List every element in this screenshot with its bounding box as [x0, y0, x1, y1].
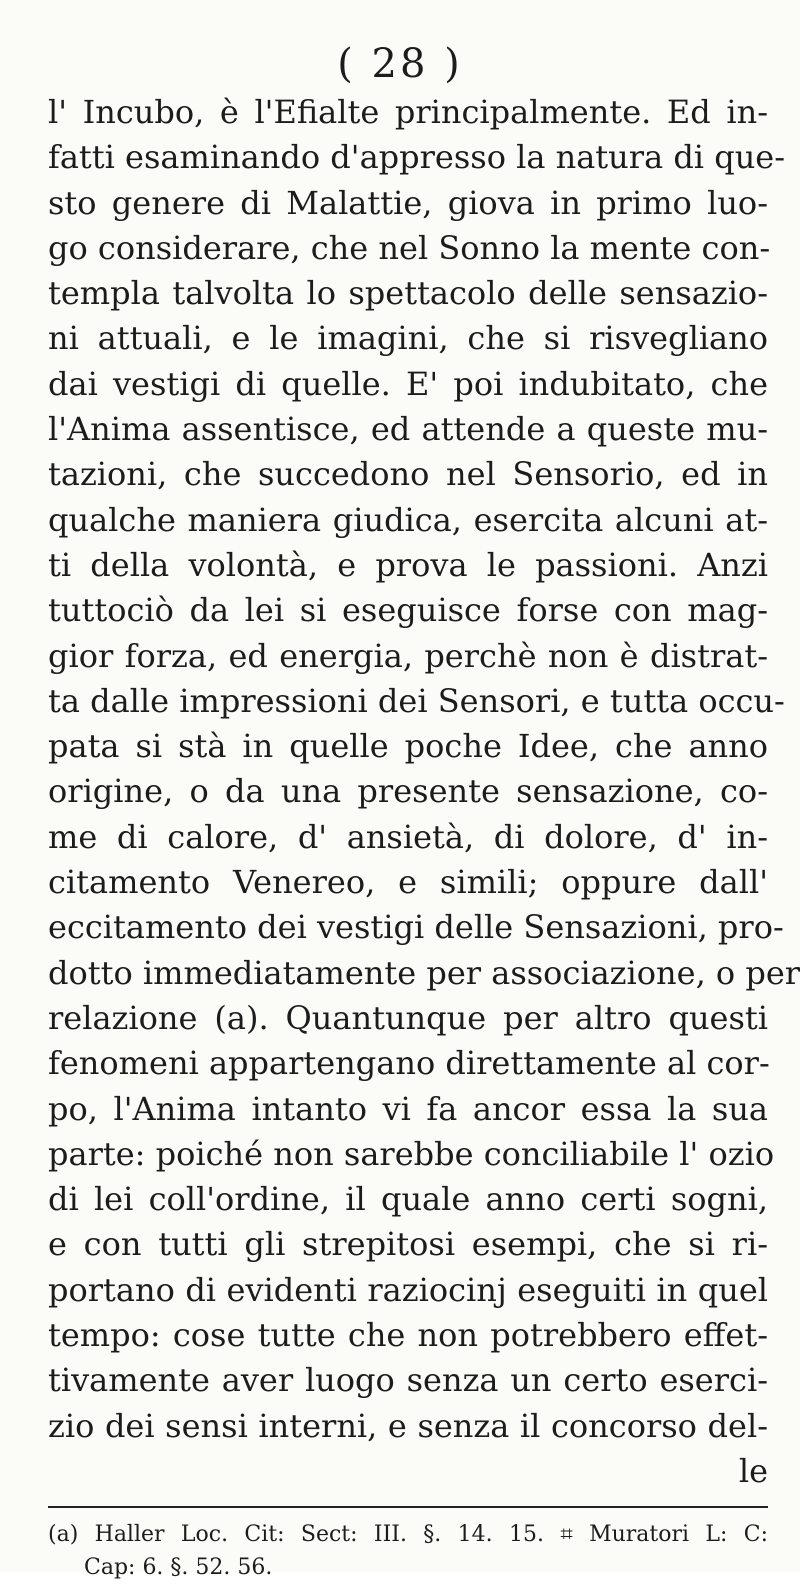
text-line: fatti esaminando d'appresso la natura di que-: [48, 138, 786, 177]
text-line: origine, o da una presente sensazione, co-: [48, 772, 768, 811]
text-line: qualche maniera giudica, esercita alcuni at-: [48, 500, 768, 539]
text-line: l'Anima assentisce, ed attende a queste mu-: [48, 410, 768, 449]
text-line: fenomeni appartengano direttamente al cor-: [48, 1044, 770, 1083]
text-line: sto genere di Malattie, giova in primo luo-: [48, 183, 768, 222]
text-line: po, l'Anima intanto vi fa ancor essa la sua: [48, 1089, 768, 1128]
text-line: pata si stà in quelle poche Idee, che anno: [48, 727, 768, 766]
text-line: portano di evidenti raziocinj eseguiti in quel: [48, 1270, 768, 1309]
text-line: di lei coll'ordine, il quale anno certi sogni,: [48, 1180, 768, 1219]
text-line: me di calore, d' ansietà, di dolore, d' in-: [48, 817, 768, 856]
footnote-line: Cap: 6. §. 52. 56.: [84, 1555, 273, 1581]
text-line: citamento Venereo, e simili; oppure dall': [48, 863, 768, 902]
text-line: gior forza, ed energia, perchè non è distrat-: [48, 636, 768, 675]
text-line: zio dei sensi interni, e senza il concorso del-: [48, 1406, 768, 1445]
text-line: ni attuali, e le imagini, che si risvegliano: [48, 319, 768, 358]
page-number: ( 28 ): [337, 41, 463, 87]
text-line: dai vestigi di quelle. E' poi indubitato, che: [48, 364, 768, 403]
text-line: l' Incubo, è l'Efialte principalmente. Ed in-: [48, 93, 768, 131]
text-line: e con tutti gli strepitosi esempi, che si ri-: [48, 1225, 768, 1264]
text-line: parte: poiché non sarebbe conciliabile l' ozio: [48, 1134, 775, 1173]
text-line: eccitamento dei vestigi delle Sensazioni, pro-: [48, 908, 784, 947]
text-line: tazioni, che succedono nel Sensorio, ed in: [48, 455, 768, 494]
footnotes: [48, 1518, 768, 1584]
text-line: go considerare, che nel Sonno la mente con-: [48, 228, 771, 267]
text-line: ti della volontà, e prova le passioni. Anzi: [48, 545, 768, 584]
text-line: relazione (a). Quantunque per altro questi: [48, 998, 768, 1037]
catchword: le: [738, 1451, 768, 1490]
text-line: tuttociò da lei si eseguisce forse con mag-: [48, 591, 768, 630]
footnote-rule: [48, 1506, 768, 1508]
text-line: ta dalle impressioni dei Sensori, e tutta occu-: [48, 681, 785, 720]
body-text: [48, 90, 800, 1494]
text-line: dotto immediatamente per associazione, o per: [48, 953, 800, 992]
text-line: tivamente aver luogo senza un certo eserci-: [48, 1361, 768, 1400]
footnote-line: (a) Haller Loc. Cit: Sect: III. §. 14. 15. ⌗ Muratori L: C:: [48, 1522, 768, 1548]
text-line: templa talvolta lo spettacolo delle sensazio-: [48, 274, 768, 313]
text-line: tempo: cose tutte che non potrebbero effet-: [48, 1316, 768, 1355]
